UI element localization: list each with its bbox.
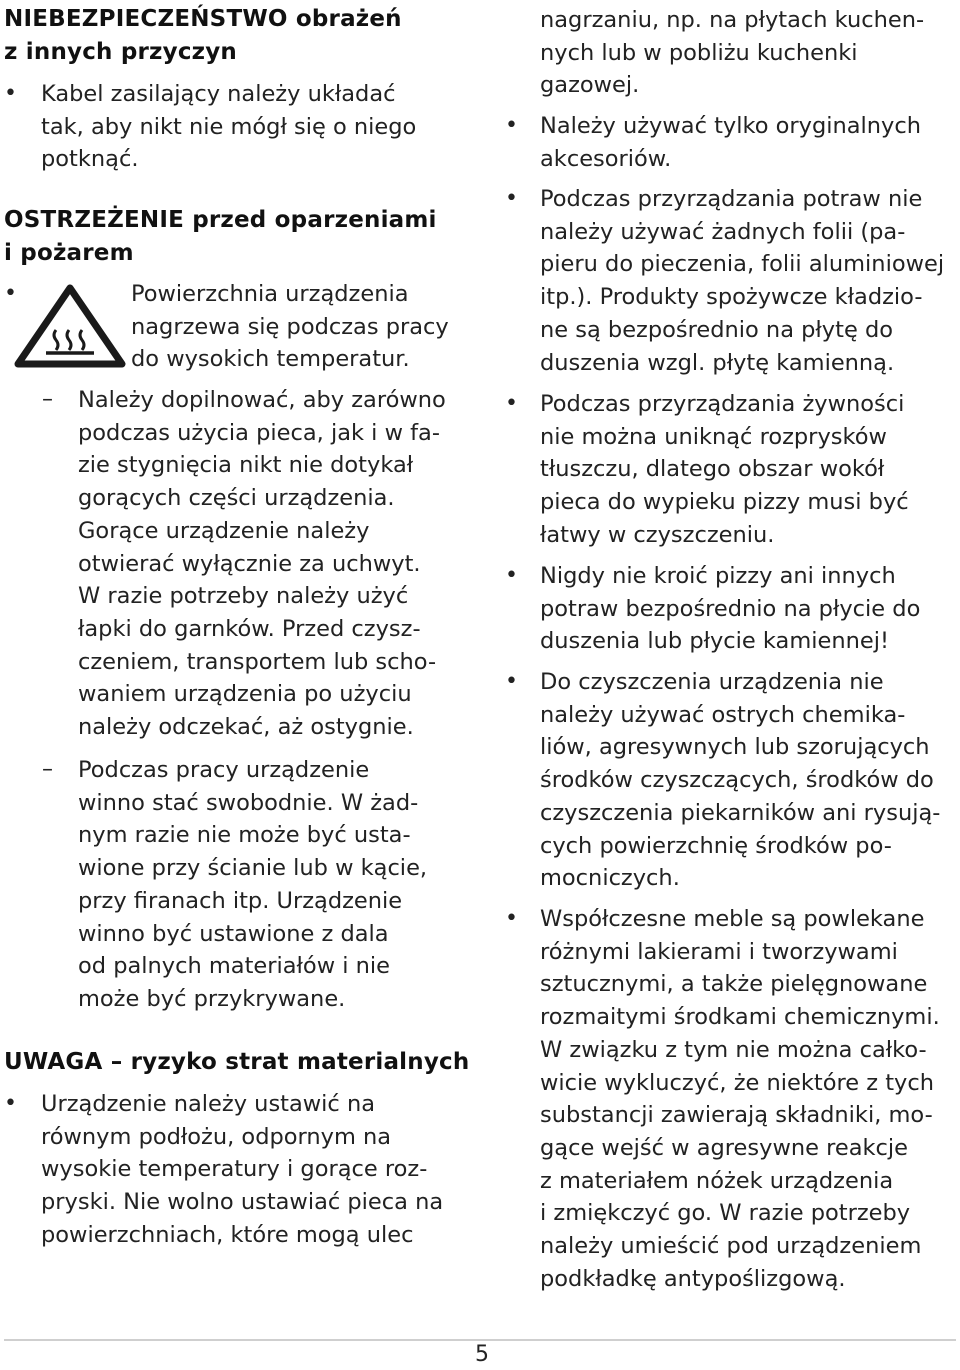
bullet: • xyxy=(505,391,518,416)
bullet: • xyxy=(4,1091,17,1116)
list-item xyxy=(505,666,960,895)
text-line: od palnych materiałów i nie xyxy=(78,953,391,980)
text-line: środków czyszczących, środków do xyxy=(540,767,934,794)
text-line: może być przykrywane. xyxy=(78,985,346,1012)
text-line: liów, agresywnych lub szorujących xyxy=(540,734,930,761)
text-line: z materiałem nóżek urządzenia xyxy=(540,1167,894,1194)
section-title-injury xyxy=(4,3,402,69)
dash-marker: – xyxy=(42,387,53,412)
text-line: łapki do garnków. Przed czysz- xyxy=(78,615,421,642)
section-title-line: UWAGA – ryzyko strat materialnych xyxy=(4,1049,470,1075)
page-number: 5 xyxy=(475,1342,489,1367)
text-line: gące wejść w agresywne reakcje xyxy=(540,1134,908,1161)
hot-surface-warning-icon xyxy=(12,282,128,370)
text-line: pryski. Nie wolno ustawiać pieca na xyxy=(41,1189,444,1216)
text-line: potknąć. xyxy=(41,146,139,173)
text-line: duszenia lub płycie kamiennej! xyxy=(540,628,889,655)
sub-list-item xyxy=(4,384,474,744)
list-item xyxy=(4,78,474,176)
list-item xyxy=(4,1088,474,1252)
text-line: wicie wykluczyć, że niektóre z tych xyxy=(540,1069,934,1096)
text-line: Podczas pracy urządzenie xyxy=(78,757,370,783)
text-line: Urządzenie należy ustawić na xyxy=(41,1091,375,1117)
text-line: rozmaitymi środkami chemicznymi. xyxy=(540,1004,940,1031)
text-line: nagrzewa się podczas pracy xyxy=(131,313,449,340)
text-line: mocniczych. xyxy=(540,865,680,892)
text-line: duszenia wzgl. płytę kamienną. xyxy=(540,349,895,376)
text-line: powierzchniach, które mogą ulec xyxy=(41,1221,414,1248)
text-line: Nigdy nie kroić pizzy ani innych xyxy=(540,563,896,589)
list-item xyxy=(505,183,960,379)
text-line: sztucznymi, a także pielęgnowane xyxy=(540,971,928,998)
text-line: Podczas przyrządzania żywności xyxy=(540,391,905,417)
text-line: zie stygnięcia nikt nie dotykał xyxy=(78,452,414,479)
bullet: • xyxy=(4,281,17,306)
text-line: należy używać żadnych folii (pa- xyxy=(540,218,906,245)
text-line: wione przy ścianie lub w kącie, xyxy=(78,855,428,882)
text-line: do wysokich temperatur. xyxy=(131,346,410,373)
bullet: • xyxy=(505,186,518,211)
text-line: gazowej. xyxy=(540,72,640,99)
section-title-line: NIEBEZPIECZEŃSTWO obrażeń xyxy=(4,6,402,32)
text-line: przy firanach itp. Urządzenie xyxy=(78,887,403,914)
list-item xyxy=(505,903,960,1295)
text-line: pieca do wypieku pizzy musi być xyxy=(540,489,909,516)
text-line: nych lub w pobliżu kuchenki xyxy=(540,39,858,66)
bullet: • xyxy=(505,669,518,694)
continuation-text xyxy=(540,4,924,102)
text-line: należy odczekać, aż ostygnie. xyxy=(78,714,414,741)
text-line: Należy używać tylko oryginalnych xyxy=(540,113,921,139)
section-title-line: i pożarem xyxy=(4,240,134,266)
text-line: Kabel zasilający należy układać xyxy=(41,81,396,107)
text-line: równym podłożu, odpornym na xyxy=(41,1123,392,1150)
text-line: winno być ustawione z dala xyxy=(78,920,389,947)
text-line: pieru do pieczenia, folii aluminiowej xyxy=(540,251,945,278)
text-line: Do czyszczenia urządzenia nie xyxy=(540,669,884,695)
section-title-line: z innych przyczyn xyxy=(4,39,238,65)
text-line: podczas użycia pieca, jak i w fa- xyxy=(78,419,440,446)
warning-text xyxy=(131,278,449,376)
text-line: cych powierzchnię środków po- xyxy=(540,832,892,859)
bullet: • xyxy=(4,81,17,106)
text-line: podkładkę antypoślizgową. xyxy=(540,1265,846,1292)
text-line: tłuszczu, dlatego obszar wokół xyxy=(540,456,885,483)
section-title-line: OSTRZEŻENIE przed oparzeniami xyxy=(4,207,437,233)
text-line: Należy dopilnować, aby zarówno xyxy=(78,387,446,413)
text-line: łatwy w czyszczeniu. xyxy=(540,521,775,548)
text-line: czyszczenia piekarników ani rysują- xyxy=(540,799,941,826)
list-item xyxy=(505,110,960,175)
text-line: nym razie nie może być usta- xyxy=(78,822,411,849)
text-line: winno stać swobodnie. W żad- xyxy=(78,789,419,816)
text-line: nagrzaniu, np. na płytach kuchen- xyxy=(540,7,925,33)
sub-list-item xyxy=(4,754,474,1016)
text-line: należy umieścić pod urządzeniem xyxy=(540,1233,922,1260)
text-line: tak, aby nikt nie mógł się o niego xyxy=(41,113,417,140)
dash-marker: – xyxy=(42,757,53,782)
text-line: itp.). Produkty spożywcze kładzio- xyxy=(540,284,923,311)
text-line: należy używać ostrych chemika- xyxy=(540,701,906,728)
text-line: akcesoriów. xyxy=(540,145,672,172)
text-line: nie można uniknąć rozprysków xyxy=(540,423,887,450)
text-line: gorących części urządzenia. xyxy=(78,485,395,512)
text-line: wysokie temperatury i gorące roz- xyxy=(41,1156,428,1183)
text-line: potraw bezpośrednio na płycie do xyxy=(540,595,921,622)
bullet: • xyxy=(505,113,518,138)
section-title-material-damage xyxy=(4,1046,469,1079)
bullet: • xyxy=(505,906,518,931)
bullet: • xyxy=(505,563,518,588)
text-line: i zmiękczyć go. W razie potrzeby xyxy=(540,1200,911,1227)
text-line: waniem urządzenia po użyciu xyxy=(78,681,412,708)
section-title-burn xyxy=(4,204,437,270)
list-item xyxy=(505,388,960,552)
text-line: czeniem, transportem lub scho- xyxy=(78,648,437,675)
text-line: W związku z tym nie można całko- xyxy=(540,1036,927,1063)
list-item xyxy=(505,560,960,658)
text-line: ne są bezpośrednio na płytę do xyxy=(540,316,893,343)
text-line: W razie potrzeby należy użyć xyxy=(78,583,409,610)
text-line: substancji zawierają składniki, mo- xyxy=(540,1102,933,1129)
text-line: otwierać wyłącznie za uchwyt. xyxy=(78,550,421,577)
text-line: Podczas przyrządzania potraw nie xyxy=(540,186,923,212)
text-line: różnymi lakierami i tworzywami xyxy=(540,938,898,965)
text-line: Powierzchnia urządzenia xyxy=(131,281,409,307)
text-line: Współczesne meble są powlekane xyxy=(540,906,925,932)
text-line: Gorące urządzenie należy xyxy=(78,517,370,544)
